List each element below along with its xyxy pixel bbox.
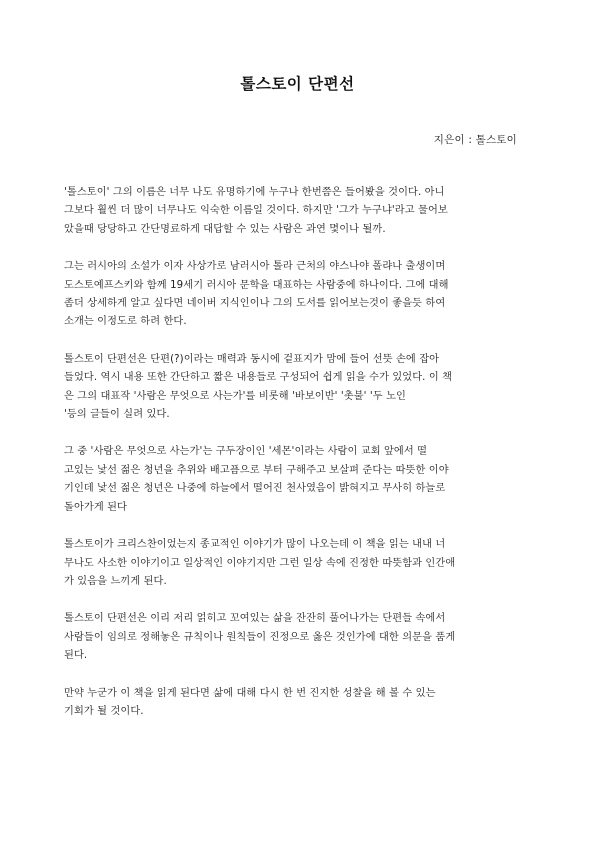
paragraph-4 — [64, 443, 544, 517]
paragraph-line: 그 중 '사람은 무엇으로 사는가'는 구두장이인 '세몬'이라는 사람이 교회 앞에서 떨 — [64, 446, 428, 458]
paragraph-line: 된다. — [64, 650, 88, 662]
document-body — [64, 184, 544, 740]
paragraph-1 — [64, 184, 544, 239]
paragraph-line: 소개는 이정도로 하려 한다. — [64, 316, 187, 328]
paragraph-7 — [64, 685, 544, 722]
paragraph-5 — [64, 536, 544, 591]
paragraph-2 — [64, 258, 544, 332]
paragraph-line: 았을때 당당하고 간단명료하게 대답할 수 있는 사람은 과연 몇이나 될까. — [64, 223, 386, 235]
paragraph-line: 톨스토이가 크리스찬이었는지 종교적인 이야기가 많이 나오는데 이 책을 읽는 내내 너 — [64, 539, 446, 551]
paragraph-line: 좀더 상세하게 알고 싶다면 네이버 지식인이나 그의 도서를 읽어보는것이 좋을듯 하여 — [64, 298, 446, 310]
paragraph-line: 사람들이 임의로 정해놓은 규칙이나 원칙들이 진정으로 옳은 것인가에 대한 의문을 품게 — [64, 631, 456, 643]
paragraph-6 — [64, 610, 544, 665]
paragraph-line: 가 있음을 느끼게 된다. — [64, 575, 167, 587]
document-title: 톨스토이 단편선 — [240, 75, 355, 93]
paragraph-line: 그는 러시아의 소설가 이자 사상가로 남러시아 톨라 근처의 야스나야 폴랴나 출생이며 — [64, 261, 446, 273]
paragraph-line: 만약 누군가 이 책을 읽게 된다면 삶에 대해 다시 한 번 진지한 성찰을 해 볼 수 있는 — [64, 687, 436, 699]
paragraph-3 — [64, 351, 544, 425]
paragraph-line: 무나도 사소한 이야기이고 일상적인 이야기지만 그런 일상 속에 진정한 따뜻함과 인간애 — [64, 557, 456, 569]
author-line: 지은이 : 톨스토이 — [433, 134, 517, 146]
paragraph-line: 기회가 될 것이다. — [64, 705, 144, 717]
paragraph-line: 기인데 낯선 젊은 청년은 나중에 하늘에서 떨어진 천사였음이 밝혀지고 무사히 하늘로 — [64, 483, 446, 495]
paragraph-line: 은 그의 대표작 '사람은 무엇으로 사는가'를 비롯해 '바보이반' '촛불' '두 노인 — [64, 390, 406, 402]
paragraph-line: 톨스토이 단편선은 이리 저리 얽히고 꼬여있는 삶을 잔잔히 풀어나가는 단편들 속에서 — [64, 613, 446, 625]
paragraph-line: 톨스토이 단편선은 단편(?)이라는 매력과 동시에 겉표지가 맘에 들어 선뜻 손에 잡아 — [64, 353, 440, 365]
paragraph-line: '톨스토이' 그의 이름은 너무 나도 유명하기에 누구나 한번쯤은 들어봤을 것이다. 아니 — [64, 187, 445, 198]
paragraph-line: '등의 글들이 실려 있다. — [64, 409, 170, 421]
paragraph-line: 그보다 훨씬 더 많이 너무나도 익숙한 이름일 것이다. 하지만 '그가 누구냐'라고 물어보 — [64, 205, 448, 217]
paragraph-line: 들었다. 역시 내용 또한 간단하고 짧은 내용들로 구성되어 쉽게 읽을 수가 있었다. 이 책 — [64, 372, 453, 384]
paragraph-line: 고있는 낯선 젊은 청년을 추위와 배고픔으로 부터 구해주고 보살펴 준다는 따뜻한 이야 — [64, 464, 449, 476]
paragraph-line: 돌아가게 된다 — [64, 501, 127, 513]
paragraph-line: 도스토예프스키와 함께 19세기 러시아 문학을 대표하는 사람중에 하나이다. 그에 대해 — [64, 279, 449, 291]
